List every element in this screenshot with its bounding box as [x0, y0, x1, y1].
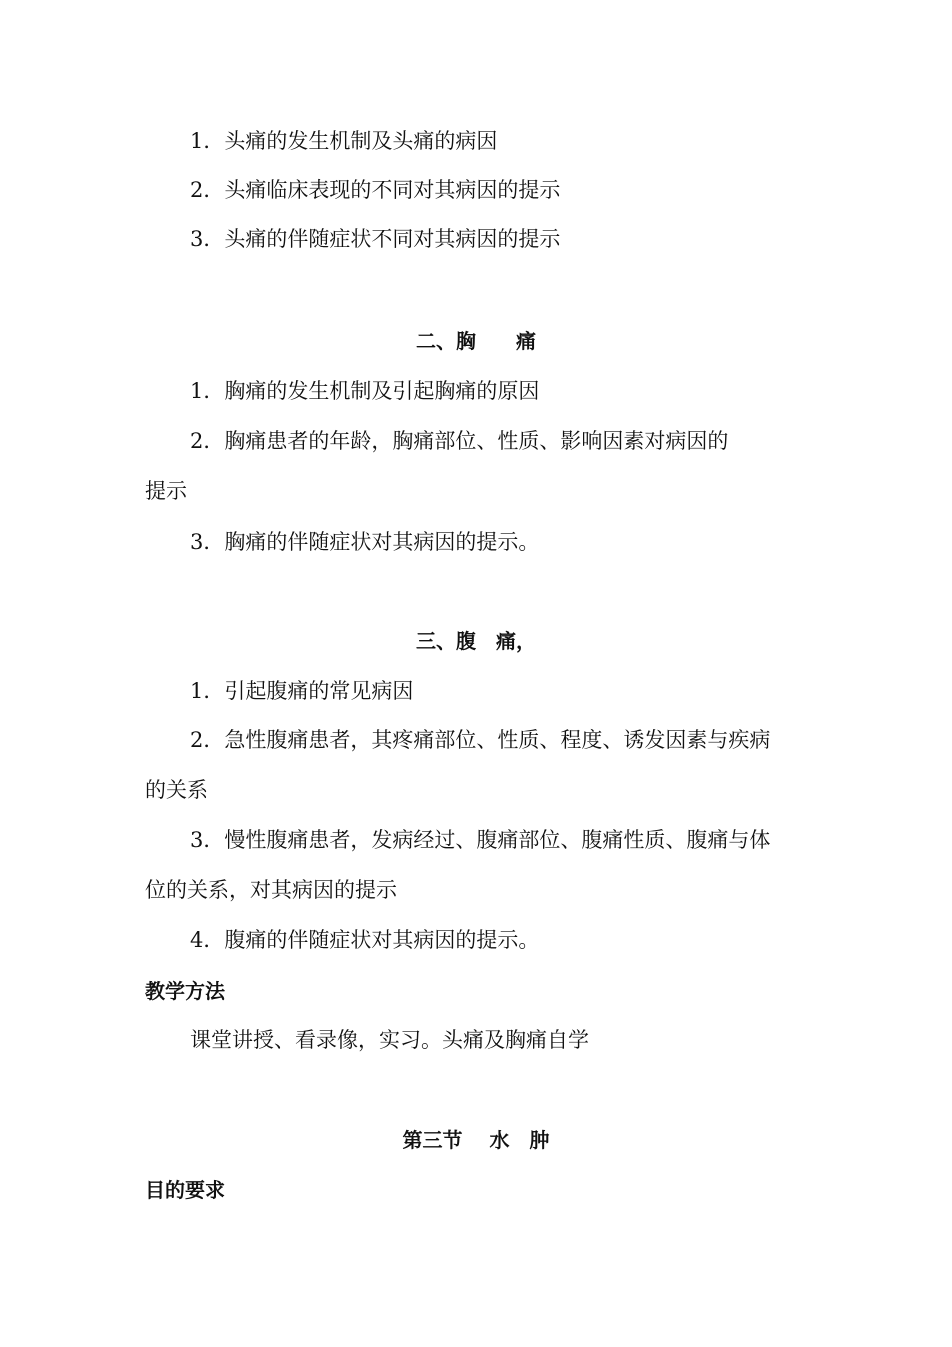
chest-pain-item-2-line-1: 2．胸痛患者的年龄，胸痛部位、性质、影响因素对病因的 — [190, 429, 729, 453]
abdominal-pain-item-3-line-1: 3．慢性腹痛患者，发病经过、腹痛部位、腹痛性质、腹痛与体 — [190, 828, 771, 852]
abdominal-pain-item-1: 1．引起腹痛的常见病因 — [190, 679, 414, 703]
teaching-method-label: 教学方法 — [145, 979, 225, 1003]
chest-pain-item-2-line-2: 提示 — [145, 479, 187, 503]
abdominal-pain-item-2-line-1: 2．急性腹痛患者，其疼痛部位、性质、程度、诱发因素与疾病 — [190, 728, 771, 752]
headache-item-3: 3．头痛的伴随症状不同对其病因的提示 — [190, 227, 561, 251]
teaching-method-text: 课堂讲授、看录像，实习。头痛及胸痛自学 — [190, 1028, 589, 1052]
abdominal-pain-item-3-line-2: 位的关系，对其病因的提示 — [145, 878, 397, 902]
chest-pain-item-1: 1．胸痛的发生机制及引起胸痛的原因 — [190, 379, 540, 403]
chest-pain-heading: 二、胸 痛 — [416, 329, 536, 353]
headache-item-2: 2．头痛临床表现的不同对其病因的提示 — [190, 178, 561, 202]
abdominal-pain-item-2-line-2: 的关系 — [145, 778, 208, 802]
objectives-label: 目的要求 — [145, 1178, 225, 1202]
section-3-heading: 第三节 水 肿 — [402, 1128, 550, 1152]
abdominal-pain-heading: 三、腹 痛， — [416, 629, 536, 653]
abdominal-pain-item-4: 4．腹痛的伴随症状对其病因的提示。 — [190, 928, 540, 952]
headache-item-1: 1．头痛的发生机制及头痛的病因 — [190, 129, 498, 153]
chest-pain-item-3: 3．胸痛的伴随症状对其病因的提示。 — [190, 530, 540, 554]
